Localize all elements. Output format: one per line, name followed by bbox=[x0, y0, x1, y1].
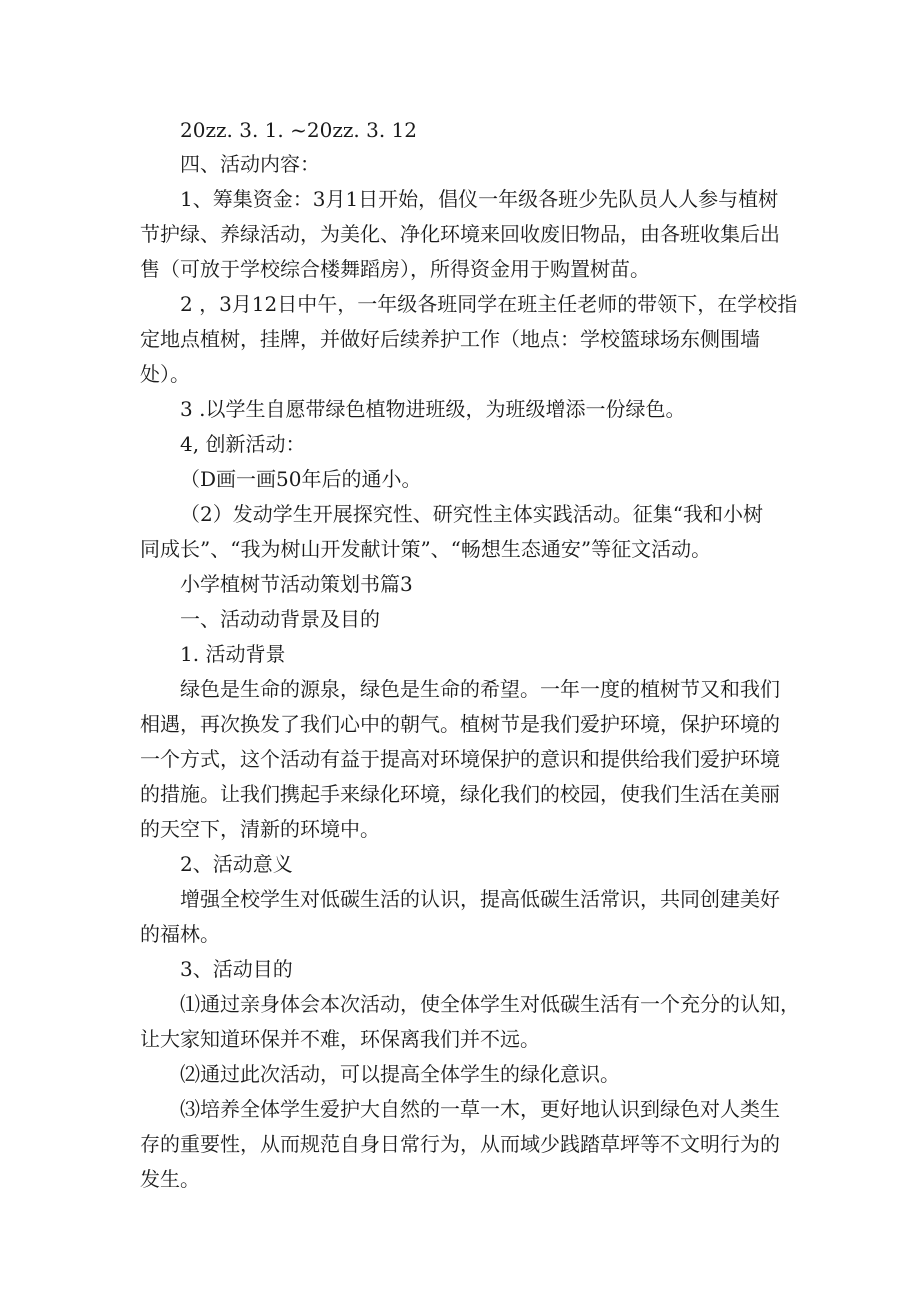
subsection-heading: 2、活动意义 bbox=[180, 852, 293, 876]
paragraph-line: 3 .以学生自愿带绿色植物进班级，为班级增添一份绿色。 bbox=[180, 397, 686, 421]
paragraph-line: 售（可放于学校综合楼舞蹈房），所得资金用于购置树苗。 bbox=[140, 257, 650, 281]
paragraph-line: 存的重要性，从而规范自身日常行为，从而域少践踏草坪等不文明行为的 bbox=[140, 1132, 780, 1156]
paragraph-line: 的福林。 bbox=[140, 922, 220, 946]
date-range-line: 20zz. 3. 1. ~20zz. 3. 12 bbox=[180, 118, 418, 142]
paragraph-line: ⑶培养全体学生爱护大自然的一草一木，更好地认识到绿色对人类生 bbox=[180, 1097, 780, 1121]
paragraph-line: ⑵通过此次活动，可以提高全体学生的绿化意识。 bbox=[180, 1062, 620, 1086]
paragraph-line: 1、筹集资金：3月1日开始，倡仪一年级各班少先队员人人参与植树 bbox=[180, 187, 779, 211]
paragraph-line: （D画一画50年后的通小。 bbox=[180, 467, 422, 491]
paragraph-line: 相遇，再次换发了我们心中的朝气。植树节是我们爱护环境，保护环境的 bbox=[140, 712, 780, 736]
paragraph-line: 一个方式，这个活动有益于提高对环境保护的意识和提供给我们爱护环境 bbox=[140, 747, 780, 771]
section-heading-activity-content: 四、活动内容： bbox=[180, 152, 320, 176]
paragraph-line: 的措施。让我们携起手来绿化环境，绿化我们的校园，使我们生活在美丽 bbox=[140, 782, 780, 806]
subsection-heading: 3、活动目的 bbox=[180, 957, 293, 981]
paragraph-line: 2 ，3月12日中午，一年级各班同学在班主任老师的带领下，在学校指 bbox=[180, 292, 798, 316]
subsection-heading: 1. 活动背景 bbox=[180, 642, 286, 666]
paragraph-line: 节护绿、养绿活动，为美化、净化环境来回收废旧物品，由各班收集后出 bbox=[140, 222, 780, 246]
paragraph-line: 的天空下，清新的环境中。 bbox=[140, 817, 380, 841]
paragraph-line: 定地点植树，挂牌，并做好后续养护工作（地点：学校篮球场东侧围墙 bbox=[140, 327, 760, 351]
paragraph-line: 绿色是生命的源泉，绿色是生命的希望。一年一度的植树节又和我们 bbox=[180, 677, 780, 701]
paragraph-line: ⑴通过亲身体会本次活动，使全体学生对低碳生活有一个充分的认知， bbox=[180, 992, 800, 1016]
paragraph-line: 4, 创新活动： bbox=[180, 432, 306, 456]
paragraph-line: （2）发动学生开展探究性、研究性主体实践活动。征集“我和小树 bbox=[180, 502, 763, 526]
section-title: 小学植树节活动策划书篇3 bbox=[180, 572, 413, 596]
paragraph-line: 处）。 bbox=[140, 362, 190, 386]
paragraph-line: 发生。 bbox=[140, 1167, 200, 1191]
paragraph-line: 让大家知道环保并不难，环保离我们并不远。 bbox=[140, 1027, 540, 1051]
paragraph-line: 增强全校学生对低碳生活的认识，提高低碳生活常识，共同创建美好 bbox=[180, 887, 780, 911]
section-heading: 一、活动动背景及目的 bbox=[180, 607, 380, 631]
paragraph-line: 同成长”、“我为树山开发献计策”、“畅想生态通安”等征文活动。 bbox=[140, 537, 712, 561]
